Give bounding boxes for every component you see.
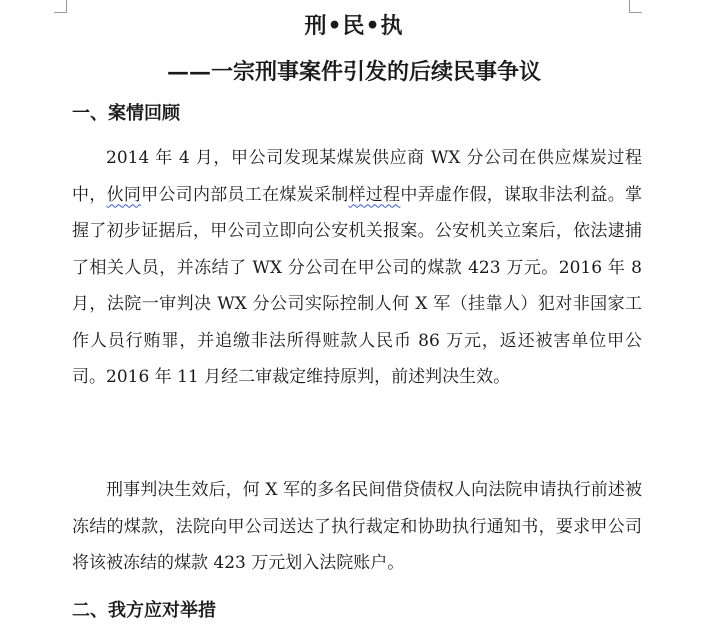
document-title: 刑•民•执 [304, 13, 404, 39]
section-heading-case-review: 一、案情回顾 [72, 103, 180, 124]
paragraph-text: 中弄虚作假，谋取非法利益。掌握了初步证据后，甲公司立即向公安机关报案。公安机关立案后，依法逮捕了相关人员，并冻结了 WX 分公司在甲公司的煤款 423 万元。2016 年 8 月，法院一审判决 WX 分公司实际控制人何 X 军（挂靠人）犯对非国家工作人员行贿罪，并追缴非法所得赃款人民币 86 万元，返还被害单位甲公司。2016 年 11 月经二审裁定维持原判，前述判决生效。 [72, 184, 642, 387]
paragraph-enforcement: 刑事判决生效后，何 X 军的多名民间借贷债权人向法院申请执行前述被冻结的煤款，法院向甲公司送达了执行裁定和协助执行通知书，要求甲公司将该被冻结的煤款 423 万元划入法院账户。 [72, 480, 642, 573]
spellcheck-flagged-word: 样过程 [348, 184, 401, 205]
spellcheck-flagged-word: 伙同 [106, 184, 142, 205]
paragraph-text: 2014 年 4 月，甲公司发现某煤炭供应商 WX 分公司在供应煤炭过程中， [72, 148, 642, 205]
paragraph-case-facts [72, 140, 642, 396]
section-heading-our-response: 二、我方应对举措 [72, 600, 216, 621]
document-subtitle: ——一宗刑事案件引发的后续民事争议 [166, 59, 541, 85]
paragraph-text: 甲公司内部员工在煤炭采制 [141, 184, 349, 205]
